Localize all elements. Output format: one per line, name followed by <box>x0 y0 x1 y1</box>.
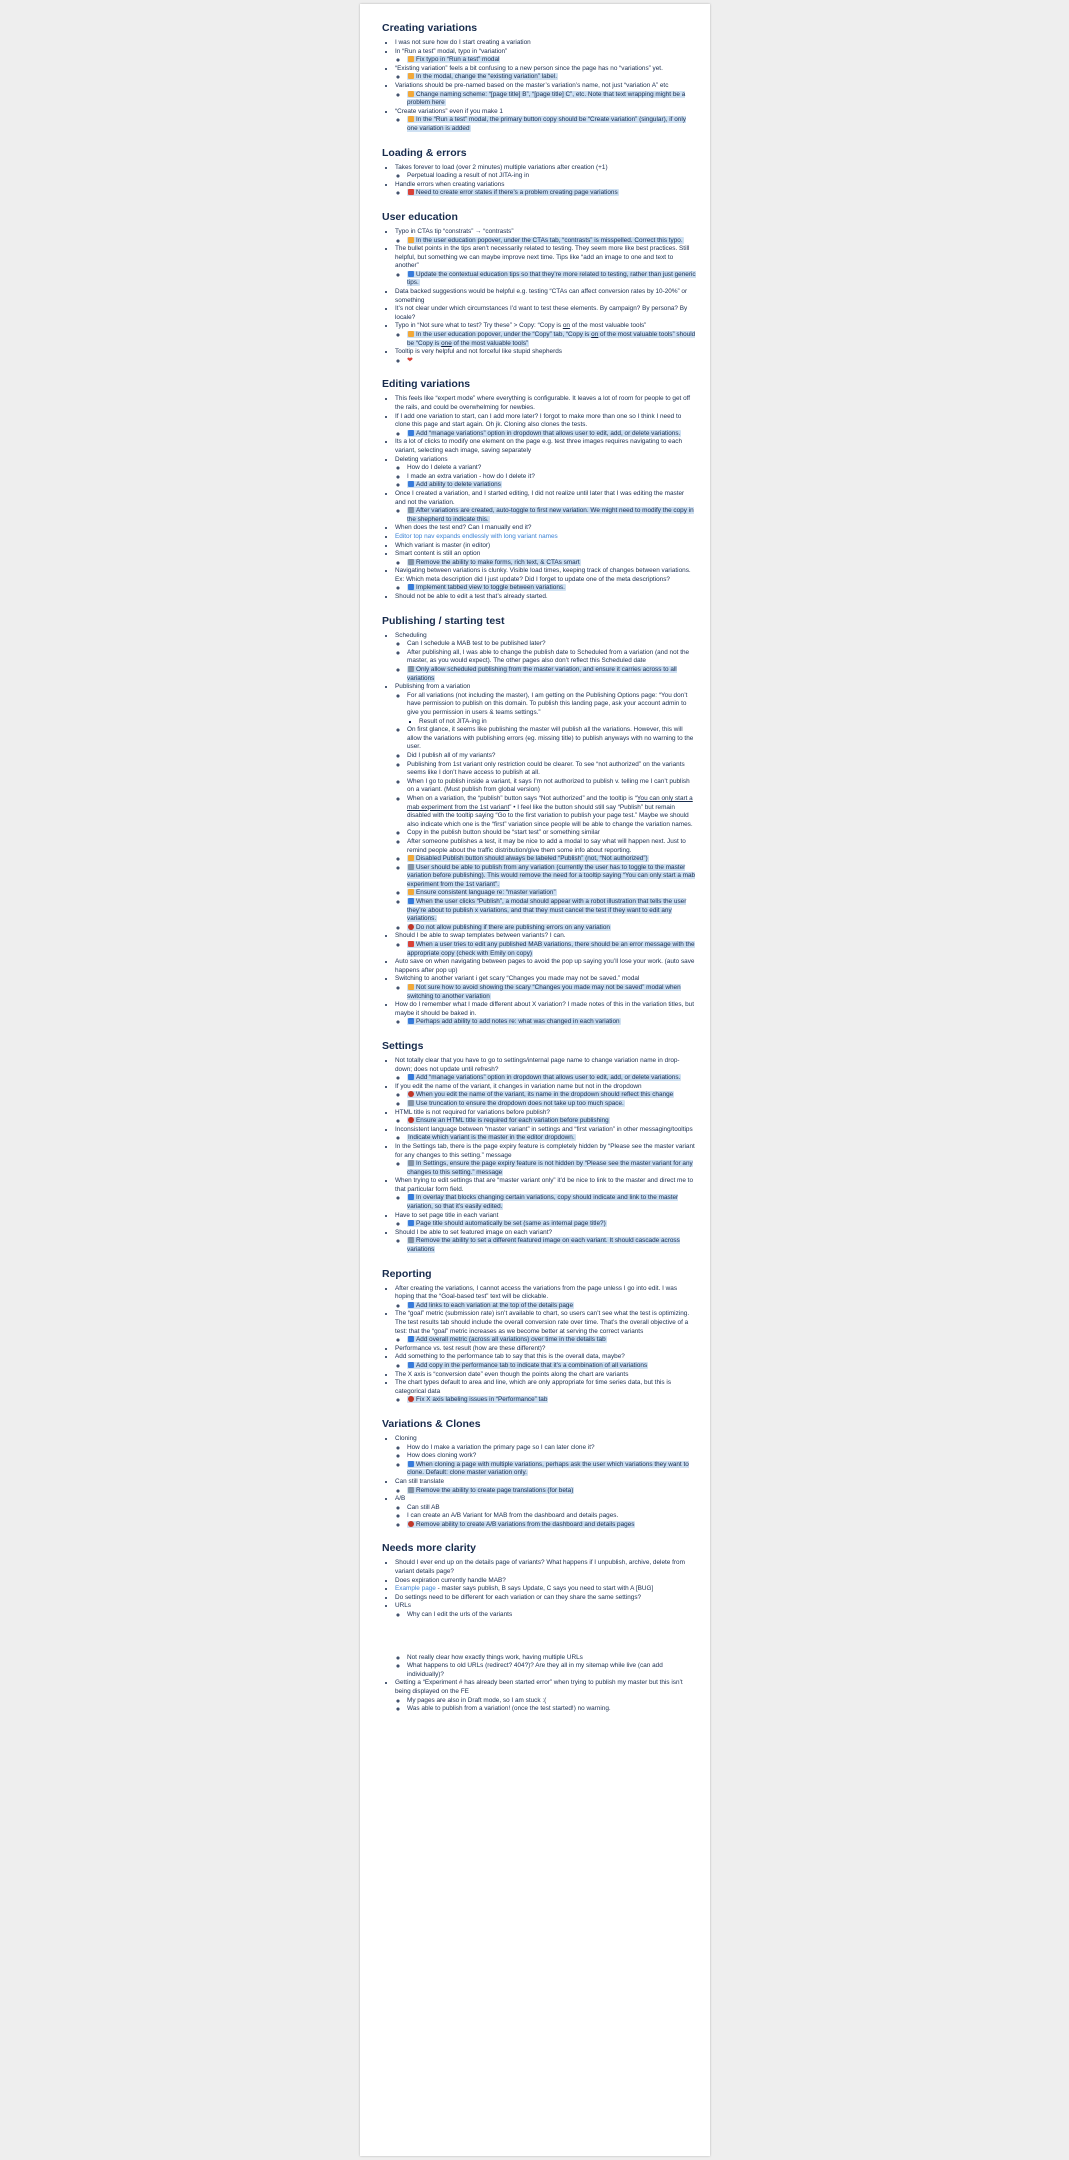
list-item: • How do I remember what I made different about X variation? I made notes of this in the variation titles, but maybe it should be baked in. ◦ Perhaps add ability to add notes re: what was changed in each variation <box>395 1001 696 1027</box>
list-item: • Does expiration currently handle MAB? <box>395 1577 696 1586</box>
list-item <box>395 533 696 542</box>
list-item: • Cloning ◦ How do I make a variation the primary page so I can later clone it? ◦ How does cloning work? ◦ When cloning a page with multiple variations, perhaps ask the user which variations they want to clone. Default: clone master variation only. <box>395 1435 696 1478</box>
wrench-icon <box>408 559 414 565</box>
heading-loading-errors: Loading & errors <box>382 146 467 159</box>
list-item: ◦ After someone publishes a test, it may be nice to add a modal to say what will happen next. Just to remind people about the traffic distribution/give them some info about reporting. <box>407 838 696 855</box>
list-item: • Smart content is still an option ◦ Remove the ability to make forms, rich text, & CTAs smart <box>395 550 696 567</box>
clones-list <box>382 1435 696 1530</box>
action-item: ◦ Fix X axis labeling issues in “Performance” tab <box>407 1396 696 1405</box>
heading-reporting: Reporting <box>382 1267 432 1280</box>
action-item: ◦ Add overall metric (across all variations) over time in the details tab <box>407 1336 696 1345</box>
action-item: ◦ In the “Run a test” modal, the primary button copy should be “Create variation” (singular), if only one variation is added <box>407 116 696 133</box>
action-item: ◦ Remove ability to create A/B variations from the dashboard and details pages <box>407 1521 696 1530</box>
reporting-list <box>382 1285 696 1405</box>
list-item: • Getting a “Experiment # has already been started error” when trying to publish my master but this isn’t being displayed on the FE ◦ My pages are also in Draft mode, so I am stuck :( ◦ Was able to publish from a variation! (once the test started!) no warning. <box>395 1679 696 1713</box>
action-item: ◦ In the modal, change the “existing variation” label. <box>407 73 696 82</box>
info-icon <box>408 1074 414 1080</box>
list-item: • Typo in CTAs tip “constrats” → “contrasts” ◦ In the user education popover, under the CTAs tab, “contrasts” is misspelled. Correct this typo. <box>395 228 696 245</box>
list-item: ◦ Not really clear how exactly things work, having multiple URLs <box>407 1654 696 1663</box>
document-content <box>360 4 710 1714</box>
list-item: • Handle errors when creating variations ◦ Need to create error states if there’s a problem creating page variations <box>395 181 696 198</box>
list-item: • After creating the variations, I cannot access the variations from the page unless I go into edit. I was hoping that the “Goal-based test” text will be clickable. ◦ Add links to each variation at the top of the details page <box>395 1285 696 1311</box>
list-item <box>407 357 696 366</box>
action-item: ◦ When a user tries to edit any published MAB variations, there should be an error message with the appropriate copy (check with Emily on copy) <box>407 941 696 958</box>
action-item: ◦ Add links to each variation at the top of the details page <box>407 1302 696 1311</box>
list-item: ◦ What happens to old URLs (redirect? 404?)? Are they all in my sitemap while live (can add individually)? <box>407 1662 696 1679</box>
list-item: ◦ On first glance, it seems like publishing the master will publish all the variations. However, this will allow the variations with publishing errors (eg. missing title) to publish anyways with no warning to the user. <box>407 726 696 752</box>
publishing-list <box>382 632 696 1027</box>
wrench-icon <box>408 507 414 513</box>
action-item: ◦ Not sure how to avoid showing the scary “Changes you made may not be saved” modal when switching to another variation <box>407 984 696 1001</box>
list-item: • Navigating between variations is clunky. Visible load times, keeping track of changes between variations. Ex: Which meta description did I just update? Did I forget to update one of the meta descriptions? ◦ Implement tabbed view to toggle between variations. <box>395 567 696 593</box>
list-item: • Have to set page title in each variant ◦ Page title should automatically be set (same as internal page title?) <box>395 1212 696 1229</box>
action-item: ◦ After variations are created, auto-toggle to first new variation. We might need to modify the copy in the shepherd to indicate this. <box>407 507 696 524</box>
clarity-list <box>382 1559 696 1713</box>
list-item: ◦ Did I publish all of my variants? <box>407 752 696 761</box>
wrench-icon <box>408 666 414 672</box>
list-item: • Data backed suggestions would be helpful e.g. testing “CTAs can affect conversion rates by 10-20%” or something <box>395 288 696 305</box>
list-item: • Switching to another variant i get scary “Changes you made may not be saved.” modal ◦ Not sure how to avoid showing the scary “Changes you made may not be saved” modal when switching to another variation <box>395 975 696 1001</box>
action-item: ◦ In the user education popover, under the “Copy” tab, “Copy is on of the most valuable tools” should be “Copy is one of the most valuable tools” <box>407 331 696 348</box>
list-item: • If you edit the name of the variant, it changes in variation name but not in the dropdown ◦ When you edit the name of the variant, its name in the dropdown should reflect this change ◦ Use truncation to ensure the dropdown does not take up too much space. <box>395 1083 696 1109</box>
action-item: ◦ Add copy in the performance tab to indicate that it’s a combination of all variations <box>407 1362 696 1371</box>
info-icon <box>408 898 414 904</box>
action-item: ◦ Add “manage variations” option in dropdown that allows user to edit, add, or delete variations. <box>407 1074 696 1083</box>
pencil-icon <box>408 237 414 243</box>
list-item: ▪ Result of not JITA-ing in <box>419 718 696 727</box>
list-item: • Publishing from a variation ◦ For all variations (not including the master), I am getting on the Publishing Options page: “You don’t have permission to publish on this domain. To publish this landing page, ask your account admin to give you permission in users & teams settings.” ▪ Result of not JITA-ing in ◦ On first glance, it seems like publishing the master will publish all the variations. However, this will allow the variations with publishing errors (eg. missing title) to publish anyways with no warning to the user. ◦ Did I publish all of my variants? ◦ Publishing from 1st variant only restriction could be clearer. To see “not authorized” on the variants seems like I don’t have access to publish at all. ◦ When I go to publish inside a variant, it says I’m not authorized to publish v. telling me I can’t publish on a variant. (Must publish from global version) ◦ When on a variation, the “publish” button says “Not authorized” and the tooltip is “You can only start a mab experiment from the 1st variant” • I feel like the button should still say “Publish” but remain disabled with the tooltip saying “Go to the first variation to publish your page test.” Maybe we should also indicate which one is the “first” variation since people will be able to change the variation names. ◦ Copy in the publish button should be “start test” or something similar ◦ After someone publishes a test, it may be nice to add a modal to say what will happen next. Just to remind people about the traffic distribution/give them some info about reporting. ◦ Disabled Publish button should always be labeled “Publish” (not, “Not authorized”) ◦ User should be able to publish from any variation (currently the user has to toggle to the master variation before publishing). This would remove the need for a tooltip saying “You can only start a mab experiment from the 1st variant”. ◦ Ensure consistent language re: “master variation” ◦ When the user clicks “Publish”, a modal should appear with a robot illustration that tells the user they’re about to publish x variations, and that they must cancel the test if they want to edit any variations. ◦ Do not allow publishing if there are publishing errors on any variation <box>395 683 696 932</box>
list-item: • Performance vs. test result (how are these different)? <box>395 1345 696 1354</box>
list-item: ◦ Was able to publish from a variation! (once the test started!) no warning. <box>407 1705 696 1714</box>
action-item: ◦ In Settings, ensure the page expiry feature is not hidden by “Please see the master variant for any changes to this setting.” message <box>407 1160 696 1177</box>
editing-list <box>382 395 696 601</box>
list-item: ◦ I can create an A/B Variant for MAB from the dashboard and details pages. <box>407 1512 696 1521</box>
list-item: ◦ Publishing from 1st variant only restriction could be clearer. To see “not authorized” on the variants seems like I don’t have access to publish at all. <box>407 761 696 778</box>
settings-list <box>382 1057 696 1255</box>
list-item: • The “goal” metric (submission rate) isn’t available to chart, so users can’t see what the test is optimizing. The test results tab should include the overall conversion rate over time. That’s the overall objective of a test: that the “goal” metric increases as we become better at serving the correct variants ◦ Add overall metric (across all variations) over time in the details tab <box>395 1310 696 1344</box>
list-item: • Inconsistent language between “master variant” in settings and “first variation” in other messaging/tooltips ◦ Indicate which variant is the master in the editor dropdown. <box>395 1126 696 1143</box>
action-item: ◦ User should be able to publish from any variation (currently the user has to toggle to the master variation before publishing). This would remove the need for a tooltip saying “You can only start a mab experiment from the 1st variant”. <box>407 864 696 890</box>
list-item: ◦ When on a variation, the “publish” button says “Not authorized” and the tooltip is “You can only start a mab experiment from the 1st variant” • I feel like the button should still say “Publish” but remain disabled with the tooltip saying “Go to the first variation to publish your page test.” Maybe we should also indicate which one is the “first” variation since people will be able to change the variation names. <box>407 795 696 829</box>
list-item: • Should I be able to swap templates between variants? I can. ◦ When a user tries to edit any published MAB variations, there should be an error message with the appropriate copy (check with Emily on copy) <box>395 932 696 958</box>
list-item: • When does the test end? Can I manually end it? <box>395 524 696 533</box>
action-item: ◦ Change naming scheme: “[page title] B”, “[page title] C”, etc. Note that text wrapping might be a problem here <box>407 91 696 108</box>
list-item: • In the Settings tab, there is the page expiry feature is completely hidden by “Please see the master variant for any changes to this setting.” message ◦ In Settings, ensure the page expiry feature is not hidden by “Please see the master variant for any changes to this setting.” message <box>395 1143 696 1177</box>
list-item: • “Create variations” even if you make 1 ◦ In the “Run a test” modal, the primary button copy should be “Create variation” (singular), if only one variation is added <box>395 108 696 134</box>
wrench-icon <box>408 1487 414 1493</box>
info-icon <box>408 1194 414 1200</box>
example-page-link[interactable]: Example page <box>395 1585 436 1593</box>
action-item: ◦ Indicate which variant is the master in the editor dropdown. <box>407 1134 696 1143</box>
action-item: ◦ When cloning a page with multiple variations, perhaps ask the user which variations they want to clone. Default: clone master variation only. <box>407 1461 696 1478</box>
info-icon <box>408 1461 414 1467</box>
list-item: ◦ Copy in the publish button should be “start test” or something similar <box>407 829 696 838</box>
action-item: ◦ Add ability to delete variations <box>407 481 696 490</box>
list-item: • Do settings need to be different for each variation or can they share the same settings? <box>395 1594 696 1603</box>
info-icon <box>408 1336 414 1342</box>
list-item: • Not totally clear that you have to go to settings/internal page name to change variation name in drop-down; does not update until refresh? ◦ Add “manage variations” option in dropdown that allows user to edit, add, or delete variations. <box>395 1057 696 1083</box>
target-icon <box>408 924 414 930</box>
wrench-icon <box>408 1160 414 1166</box>
list-item: • Add something to the performance tab to say that this is the overall data, maybe? ◦ Add copy in the performance tab to indicate that it’s a combination of all variations <box>395 1353 696 1370</box>
list-item: ◦ I made an extra variation - how do I delete it? <box>407 473 696 482</box>
editor-nav-link[interactable]: Editor top nav expands endlessly with long variant names <box>395 532 558 540</box>
pencil-icon <box>408 73 414 79</box>
action-item: ◦ When the user clicks “Publish”, a modal should appear with a robot illustration that tells the user they’re about to publish x variations, and that they must cancel the test if they want to edit any variations. <box>407 898 696 924</box>
list-item: • Typo in “Not sure what to test? Try these” > Copy: “Copy is on of the most valuable tools” ◦ In the user education popover, under the “Copy” tab, “Copy is on of the most valuable tools” should be “Copy is one of the most valuable tools” <box>395 322 696 348</box>
list-item: ◦ Can I schedule a MAB test to be published later? <box>407 640 696 649</box>
list-item: • “Existing variation” feels a bit confusing to a new person since the page has no “variations” yet. ◦ In the modal, change the “existing variation” label. <box>395 65 696 82</box>
action-item: ◦ Remove the ability to create page translations (for beta) <box>407 1487 696 1496</box>
target-icon <box>408 1396 414 1402</box>
list-item: • This feels like “expert mode” where everything is configurable. It leaves a lot of room for people to get off the rails, and could be overwhelming for newbies. <box>395 395 696 412</box>
list-item: ◦ For all variations (not including the master), I am getting on the Publishing Options page: “You don’t have permission to publish on this domain. To publish this landing page, ask your account admin to give you permission in users & teams settings.” ▪ Result of not JITA-ing in <box>407 692 696 726</box>
list-item: ◦ Can still AB <box>407 1504 696 1513</box>
list-item: • Auto save on when navigating between pages to avoid the pop up saying you’ll lose your work. (auto save happens after pop up) <box>395 958 696 975</box>
target-icon <box>408 1117 414 1123</box>
action-item: ◦ In overlay that blocks changing certain variations, copy should indicate and link to the master variation, so that it’s easily edited. <box>407 1194 696 1211</box>
list-item: • Takes forever to load (over 2 minutes) multiple variations after creation (+1) ◦ Perpetual loading a result of not JITA-ing in <box>395 164 696 181</box>
info-icon <box>408 1302 414 1308</box>
list-item: • Once I created a variation, and I started editing, I did not realize until later that I was editing the master and not the variation. ◦ After variations are created, auto-toggle to first new variation. We might need to modify the copy in the shepherd to indicate this. <box>395 490 696 524</box>
list-item: ◦ Perpetual loading a result of not JITA-ing in <box>407 172 696 181</box>
action-item: ◦ Perhaps add ability to add notes re: what was changed in each variation <box>407 1018 696 1027</box>
pencil-icon <box>408 855 414 861</box>
alert-icon <box>408 941 414 947</box>
pencil-icon <box>408 889 414 895</box>
info-icon <box>408 1362 414 1368</box>
list-item: ◦ How does cloning work? <box>407 1452 696 1461</box>
list-item: • Should I be able to set featured image on each variant? ◦ Remove the ability to set a different featured image on each variant. It should cascade across variations <box>395 1229 696 1255</box>
info-icon <box>408 481 414 487</box>
list-item: ◦ My pages are also in Draft mode, so I am stuck :( <box>407 1697 696 1706</box>
action-item: ◦ In the user education popover, under the CTAs tab, “contrasts” is misspelled. Correct this typo. <box>407 237 696 246</box>
heading-settings: Settings <box>382 1039 424 1052</box>
wrench-icon <box>408 1100 414 1106</box>
info-icon <box>408 584 414 590</box>
pencil-icon <box>408 91 414 97</box>
list-item: • Should not be able to edit a test that’s already started. <box>395 593 696 602</box>
action-item: ◦ Remove the ability to set a different featured image on each variant. It should cascade across variations <box>407 1237 696 1254</box>
info-icon <box>408 1220 414 1226</box>
list-item: • When trying to edit settings that are “master variant only” it’d be nice to link to the master and direct me to that particular form field. ◦ In overlay that blocks changing certain variations, copy should indicate and link to the master variation, so that it’s easily edited. <box>395 1177 696 1211</box>
heading-publishing: Publishing / starting test <box>382 614 505 627</box>
wrench-icon <box>408 864 414 870</box>
question-icon <box>408 984 414 990</box>
list-item: • It’s not clear under which circumstances I’d want to test these elements. By campaign? By persona? By locale? <box>395 305 696 322</box>
pencil-icon <box>408 331 414 337</box>
action-item: ◦ Page title should automatically be set (same as internal page title?) <box>407 1220 696 1229</box>
heading-variations-clones: Variations & Clones <box>382 1417 481 1430</box>
list-item: • Variations should be pre-named based on the master’s variation’s name, not just “variation A” etc ◦ Change naming scheme: “[page title] B”, “[page title] C”, etc. Note that text wrapping might be a problem here <box>395 82 696 108</box>
list-item: • Tooltip is very helpful and not forceful like stupid shepherds ◦ ❤ <box>395 348 696 365</box>
list-item: • The X axis is “conversion date” even though the points along the chart are variants <box>395 1371 696 1380</box>
list-item: • Example page - master says publish, B says Update, C says you need to start with A [BUG] <box>395 1585 696 1594</box>
action-item: ◦ When you edit the name of the variant, its name in the dropdown should reflect this change <box>407 1091 696 1100</box>
action-item: ◦ Disabled Publish button should always be labeled “Publish” (not, “Not authorized”) <box>407 855 696 864</box>
list-item: • Can still translate ◦ Remove the ability to create page translations (for beta) <box>395 1478 696 1495</box>
list-item: • I was not sure how do I start creating a variation <box>395 39 696 48</box>
list-item: • Deleting variations ◦ How do I delete a variant? ◦ I made an extra variation - how do I delete it? ◦ Add ability to delete variations <box>395 456 696 490</box>
list-item: ◦ Why can I edit the urls of the variants <box>407 1611 696 1620</box>
action-item: ◦ Need to create error states if there’s a problem creating page variations <box>407 189 696 198</box>
creating-list <box>382 39 696 134</box>
list-item: • Its a lot of clicks to modify one element on the page e.g. test three images requires navigating to each variant, selecting each image, saving separately <box>395 438 696 455</box>
spacer <box>407 1620 696 1654</box>
list-item: ◦ After publishing all, I was able to change the publish date to Scheduled from a variation (and not the master, as you would expect). The other pages also don’t reflect this Scheduled date <box>407 649 696 666</box>
heart-icon: ❤ <box>407 356 413 364</box>
list-item: • In “Run a test” modal, typo in “variation” ◦ Fix typo in “Run a test” modal <box>395 48 696 65</box>
action-item: ◦ Remove the ability to make forms, rich text, & CTAs smart <box>407 559 696 568</box>
list-item: • A/B ◦ Can still AB ◦ I can create an A/B Variant for MAB from the dashboard and details pages. ◦ Remove ability to create A/B variations from the dashboard and details pages <box>395 1495 696 1529</box>
info-icon <box>408 1018 414 1024</box>
alert-icon <box>408 189 414 195</box>
heading-needs-more-clarity: Needs more clarity <box>382 1542 476 1555</box>
heading-creating-variations: Creating variations <box>382 22 478 34</box>
document-page <box>360 4 710 2156</box>
action-item: ◦ Update the contextual education tips so that they’re more related to testing, rather than just generic tips. <box>407 271 696 288</box>
action-item: ◦ Use truncation to ensure the dropdown does not take up too much space. <box>407 1100 696 1109</box>
list-item: ◦ How do I make a variation the primary page so I can later clone it? <box>407 1444 696 1453</box>
wrench-icon <box>408 1237 414 1243</box>
heading-editing-variations: Editing variations <box>382 378 471 391</box>
list-item: • Scheduling ◦ Can I schedule a MAB test to be published later? ◦ After publishing all, I was able to change the publish date to Scheduled from a variation (and not the master, as you would expect). The other pages also don’t reflect this Scheduled date ◦ Only allow scheduled publishing from the master variation, and ensure it carries across to all variations <box>395 632 696 684</box>
list-item: • Which variant is master (in editor) <box>395 542 696 551</box>
list-item: • If I add one variation to start, can I add more later? I forgot to make more than one so I think I need to clone this page and start again. Oh jk. Cloning also clones the tests. ◦ Add “manage variations” option in dropdown that allows user to edit, add, or delete variations. <box>395 413 696 439</box>
list-item: • URLs ◦ Why can I edit the urls of the variants ◦ Not really clear how exactly things work, having multiple URLs ◦ What happens to old URLs (redirect? 404?)? Are they all in my sitemap while live (can add individually)? <box>395 1602 696 1679</box>
list-item: ◦ How do I delete a variant? <box>407 464 696 473</box>
pencil-icon <box>408 56 414 62</box>
action-item: ◦ Fix typo in “Run a test” modal <box>407 56 696 65</box>
loading-list <box>382 164 696 198</box>
list-item: • The chart types default to area and line, which are only appropriate for time series data, but this is categorical data ◦ Fix X axis labeling issues in “Performance” tab <box>395 1379 696 1405</box>
target-icon <box>408 1091 414 1097</box>
education-list <box>382 228 696 366</box>
action-item: ◦ Add “manage variations” option in dropdown that allows user to edit, add, or delete variations. <box>407 430 696 439</box>
heading-user-education: User education <box>382 210 458 223</box>
action-item: ◦ Ensure consistent language re: “master variation” <box>407 889 696 898</box>
pencil-icon <box>408 116 414 122</box>
action-item: ◦ Ensure an HTML title is required for each variation before publishing <box>407 1117 696 1126</box>
action-item: ◦ Implement tabbed view to toggle between variations. <box>407 584 696 593</box>
action-item: ◦ Only allow scheduled publishing from the master variation, and ensure it carries across to all variations <box>407 666 696 683</box>
list-item: • HTML title is not required for variations before publish? ◦ Ensure an HTML title is required for each variation before publishing <box>395 1109 696 1126</box>
target-icon <box>408 1521 414 1527</box>
list-item: • The bullet points in the tips aren’t necessarily related to testing. They seem more like best practices. Still helpful, but something we can maybe improve next time. Tips like “add an image to one and text to another” ◦ Update the contextual education tips so that they’re more related to testing, rather than just generic tips. <box>395 245 696 288</box>
list-item: ◦ When I go to publish inside a variant, it says I’m not authorized to publish v. telling me I can’t publish on a variant. (Must publish from global version) <box>407 778 696 795</box>
info-icon <box>408 430 414 436</box>
action-item: ◦ Do not allow publishing if there are publishing errors on any variation <box>407 924 696 933</box>
info-icon <box>408 271 414 277</box>
list-item: • Should I ever end up on the details page of variants? What happens if I unpublish, archive, delete from variant details page? <box>395 1559 696 1576</box>
